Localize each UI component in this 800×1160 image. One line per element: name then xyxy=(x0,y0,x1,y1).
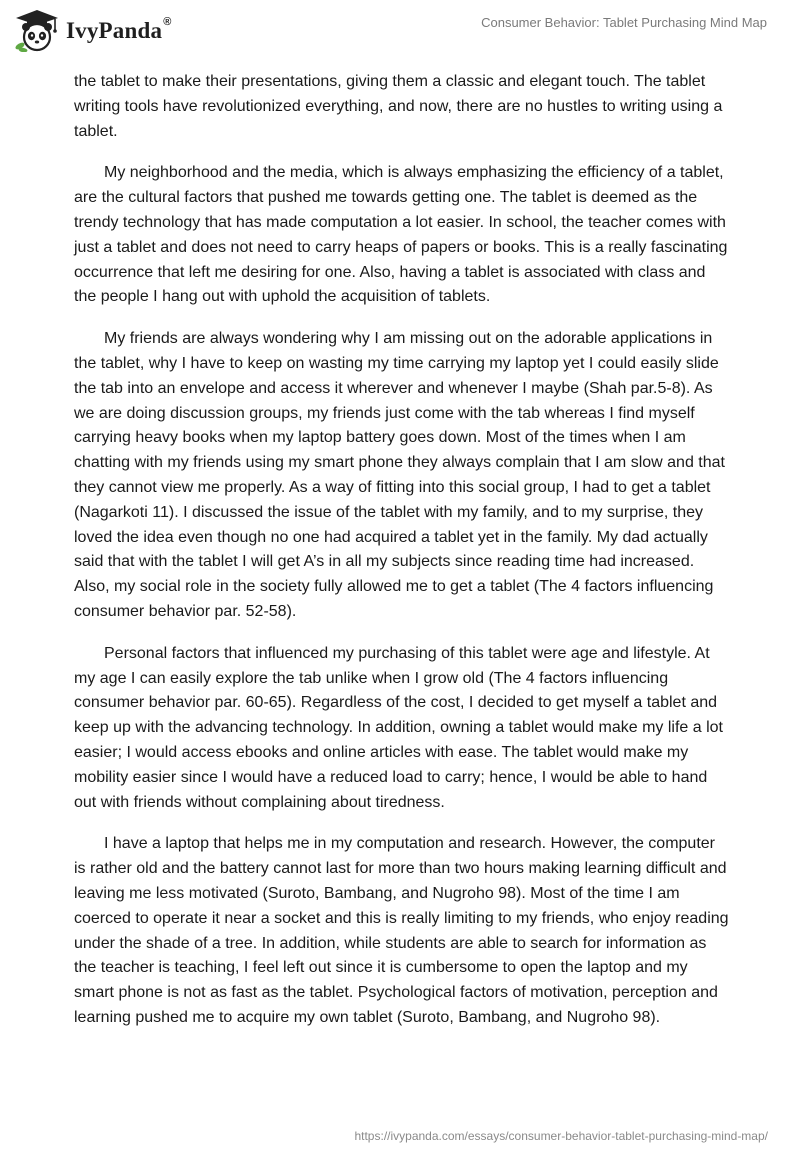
document-title: Consumer Behavior: Tablet Purchasing Mind Map xyxy=(481,15,767,30)
paragraph-2: My neighborhood and the media, which is always emphasizing the efficiency of a tablet, are the cultural factors that pushed me towards getting one. The tablet is deemed as the trendy technology that has made computation a lot easier. In school, the teacher comes with just a tablet and does not need to carry heaps of papers or books. This is a really fascinating occurrence that left me desiring for one. Also, having a tablet is associated with class and the people I hang out with uphold the acquisition of tablets. xyxy=(74,164,728,306)
ivypanda-logo[interactable] xyxy=(14,8,172,52)
source-url-link[interactable]: https://ivypanda.com/essays/consumer-behavior-tablet-purchasing-mind-map/ xyxy=(354,1129,768,1143)
paragraph-4: Personal factors that influenced my purchasing of this tablet were age and lifestyle. At my age I can easily explore the tab unlike when I grow old (The 4 factors influencing consumer behavior par. 60-65). Regardless of the cost, I decided to get myself a tablet and keep up with the advancing technology. In addition, owning a tablet would make my life a lot easier; I would access ebooks and online articles with ease. The tablet would make my mobility easier since I would have a reduced load to carry; hence, I would be able to hand out with friends without complaining about tiredness. xyxy=(74,644,723,811)
page-header xyxy=(0,0,800,64)
logo-wordmark xyxy=(66,18,172,44)
registered-mark: ® xyxy=(163,16,172,28)
paragraph-5: I have a laptop that helps me in my computation and research. However, the computer is rather old and the battery cannot last for more than two hours making learning difficult and leaving me less motivated (Suroto, Bambang, and Nugroho 98). Most of the time I am coerced to operate it near a socket and this is really limiting to my friends, who enjoy reading under the shade of a tree. In addition, while students are able to search for information as the teacher is teaching, I feel left out since it is cumbersome to open the laptop and my smart phone is not as fast as the tablet. Psychological factors of motivation, perception and learning pushed me to acquire my own tablet (Suroto, Bambang, and Nugroho 98). xyxy=(74,835,729,1026)
paragraph-1: the tablet to make their presentations, giving them a classic and elegant touch. The tablet writing tools have revolutionized everything, and now, there are no hustles to writing using a tablet. xyxy=(74,73,723,140)
panda-graduate-icon xyxy=(14,8,60,52)
essay-body xyxy=(74,70,730,1048)
logo-text: IvyPanda xyxy=(66,18,163,43)
paragraph-3: My friends are always wondering why I am missing out on the adorable applications in the tablet, why I have to keep on wasting my time carrying my laptop yet I could easily slide the tab into an envelope and access it wherever and whenever I maybe (Shah par.5-8). As we are doing discussion groups, my friends just come with the tab whereas I find myself carrying heavy books when my laptop battery goes down. Most of the times when I am chatting with my friends using my smart phone they always complain that I am slow and that they cannot view me properly. As a way of fitting into this social group, I had to get a tablet (Nagarkoti 11). I discussed the issue of the tablet with my family, and to my surprise, they loved the idea even though no one had acquired a tablet yet in the family. My dad actually said that with the tablet I will get A’s in all my subjects since reading time had increased. Also, my social role in the society fully allowed me to get a tablet (The 4 factors influencing consumer behavior par. 52-58). xyxy=(74,330,725,620)
